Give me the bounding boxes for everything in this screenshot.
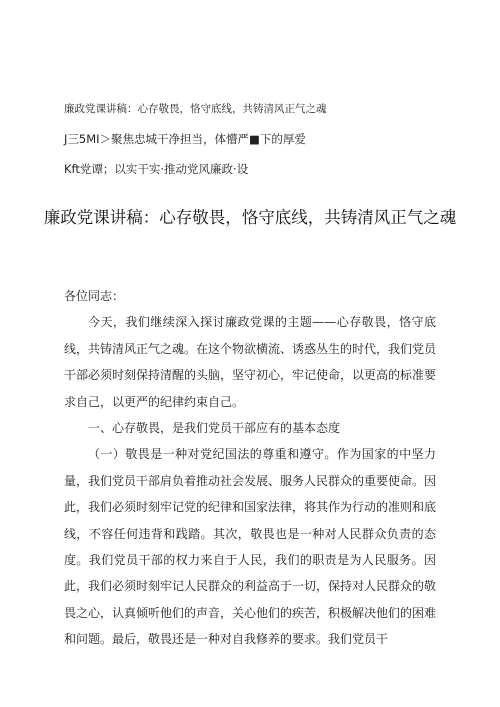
table-of-contents [64,101,464,177]
salutation: 各位同志： [64,289,125,303]
toc-entry-1: 廉政党课讲稿：心存敬畏，恪守底线，共铸清风正气之魂 [64,103,327,115]
document-body [64,283,436,653]
toc-entry-2: J三5MI＞聚焦忠城干净担当，体懵严■下的厚爱 [64,132,306,146]
section-heading-1: 一、心存敬畏，是我们党员干部应有的基本态度 [88,421,341,436]
document-title: 廉政党课讲稿：心存敬畏，恪守底线，共铸清风正气之魂 [43,208,457,227]
toc-entry-3: Kft党谭；以实干实·推动党风廉政·设 [64,162,249,176]
intro-paragraph: 今天，我们继续深入探讨廉政党课的主题——心存敬畏，恪守底线，共铸清风正气之魂。在这个物欲横流、诱惑丛生的时代，我们党员干部必须时刻保持清醒的头脑，坚守初心，牢记使命，以更高的标准要求自己，以更严的纪律约束自己。 [64,315,437,409]
section-1-paragraph: （一）敬畏是一种对党纪国法的尊重和遵守。作为国家的中坚力量，我们党员干部肩负着推动社会发展、服务人民群众的重要使命。因此，我们必须时刻牢记党的纪律和国家法律，将其作为行动的准则和底线，不容任何违背和践踏。其次，敬畏也是一种对人民群众负责的态度。我们党员干部的权力来自于人民，我们的职责是为人民服务。因此，我们必须时刻牢记人民群众的利益高于一切，保持对人民群众的敬畏之心，认真倾听他们的声音，关心他们的疾苦，积极解决他们的困难和问题。最后，敬畏还是一种对自我修养的要求。我们党员干 [64,447,437,647]
